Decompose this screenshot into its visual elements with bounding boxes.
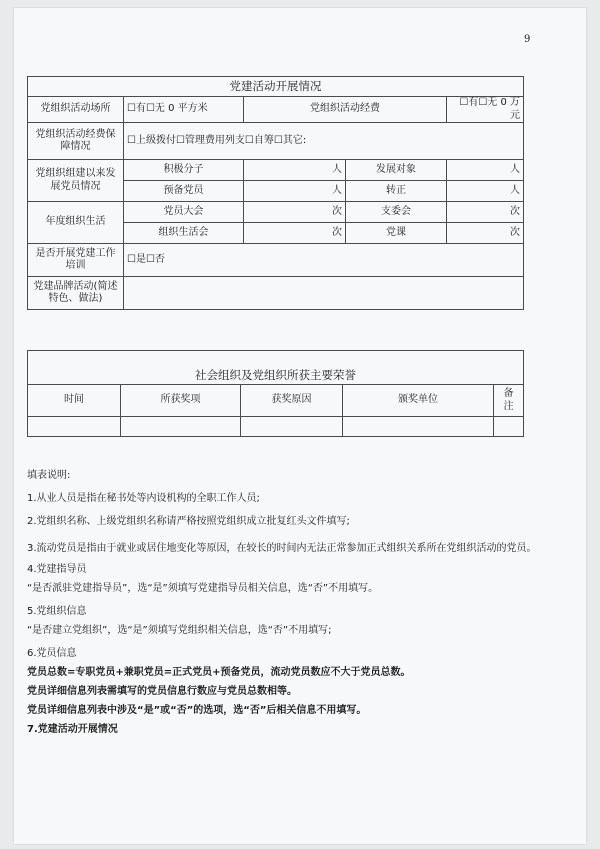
honors-header-reason: 获奖原因: [241, 385, 343, 417]
honors-cell-reason[interactable]: [241, 417, 343, 437]
activity-table: [27, 76, 524, 310]
party-lecture-label: 党课: [346, 223, 447, 244]
party-lecture-count[interactable]: 次: [447, 223, 524, 244]
targets-count[interactable]: 人: [447, 160, 524, 181]
activity-table-title: 党建活动开展情况: [28, 77, 524, 97]
venue-label: 党组织活动场所: [28, 97, 124, 123]
annual-life-label: 年度组织生活: [28, 202, 124, 244]
honors-cell-remark[interactable]: [494, 417, 524, 437]
brand-label: 党建品牌活动(简述特色、做法): [28, 277, 124, 310]
org-life-meeting-count[interactable]: 次: [244, 223, 346, 244]
honors-header-issuer: 颁奖单位: [343, 385, 494, 417]
general-meeting-count[interactable]: 次: [244, 202, 346, 223]
honors-header-remark: 备注: [494, 385, 524, 417]
note-item-4-text: “是否派驻党建指导员”，选“是”须填写党建指导员相关信息，选“否”不用填写。: [27, 583, 379, 594]
activists-label: 积极分子: [124, 160, 244, 181]
note-item-5-title: 5.党组织信息: [27, 606, 87, 617]
activists-count[interactable]: 人: [244, 160, 346, 181]
honors-table-title: 社会组织及党组织所获主要荣誉: [28, 351, 524, 385]
probationary-count[interactable]: 人: [244, 181, 346, 202]
note-item-1: 1.从业人员是指在秘书处等内设机构的全职工作人员;: [27, 493, 260, 504]
note-item-6-line-1: 党员总数=专职党员+兼职党员=正式党员+预备党员，流动党员数应不大于党员总数。: [27, 667, 411, 678]
committee-meeting-label: 支委会: [346, 202, 447, 223]
development-label: 党组织组建以来发展党员情况: [28, 160, 124, 202]
note-item-2: 2.党组织名称、上级党组织名称请严格按照党组织成立批复红头文件填写;: [27, 516, 350, 527]
org-life-meeting-label: 组织生活会: [124, 223, 244, 244]
committee-meeting-count[interactable]: 次: [447, 202, 524, 223]
venue-value[interactable]: ☐有☐无 0 平方米: [124, 97, 244, 123]
filling-instructions: [27, 470, 572, 736]
confirmed-label: 转正: [346, 181, 447, 202]
note-item-6-title: 6.党员信息: [27, 648, 77, 659]
note-item-5-text: “是否建立党组织”，选“是”须填写党组织相关信息，选“否”不用填写;: [27, 625, 332, 636]
general-meeting-label: 党员大会: [124, 202, 244, 223]
note-item-6-line-2: 党员详细信息列表需填写的党员信息行数应与党员总数相等。: [27, 686, 297, 697]
honors-cell-time[interactable]: [28, 417, 121, 437]
note-item-6-line-3: 党员详细信息列表中涉及“是”或“否”的选项，选“否”后相关信息不用填写。: [27, 705, 367, 716]
funding-guarantee-value[interactable]: ☐上级拨付☐管理费用列支☐自筹☐其它:: [124, 123, 524, 160]
honors-cell-award[interactable]: [121, 417, 241, 437]
brand-value[interactable]: [124, 277, 524, 310]
note-item-7-title: 7.党建活动开展情况: [27, 724, 118, 735]
funding-label: 党组织活动经费: [244, 97, 447, 123]
training-value[interactable]: ☐是☐否: [124, 244, 524, 277]
note-item-4-title: 4.党建指导员: [27, 564, 87, 575]
notes-heading: 填表说明:: [27, 470, 71, 481]
confirmed-count[interactable]: 人: [447, 181, 524, 202]
funding-value[interactable]: ☐有☐无 0 万元: [447, 97, 524, 123]
targets-label: 发展对象: [346, 160, 447, 181]
note-item-3: 3.流动党员是指由于就业或居住地变化等原因，在较长的时间内无法正常参加正式组织关系所在党组织活动的党员。: [27, 543, 537, 554]
page-number: 9: [524, 34, 531, 45]
honors-table: [27, 350, 524, 437]
honors-cell-issuer[interactable]: [343, 417, 494, 437]
probationary-label: 预备党员: [124, 181, 244, 202]
funding-guarantee-label: 党组织活动经费保障情况: [28, 123, 124, 160]
honors-header-award: 所获奖项: [121, 385, 241, 417]
training-label: 是否开展党建工作培训: [28, 244, 124, 277]
honors-header-time: 时间: [28, 385, 121, 417]
